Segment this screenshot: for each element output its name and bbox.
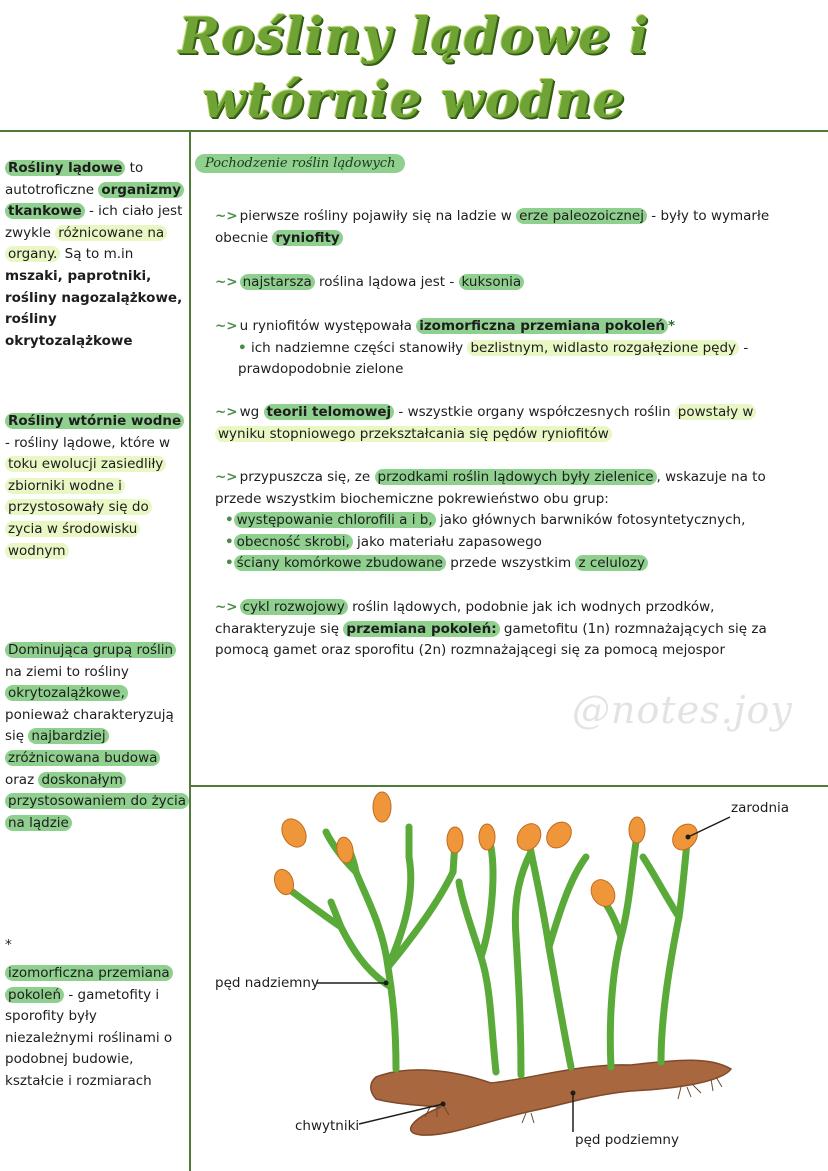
sporangium [629, 817, 645, 843]
arrow-icon: ~> [215, 469, 238, 485]
sub-bullet-cell-walls [215, 553, 785, 575]
bullet-dot-icon: • [225, 555, 234, 572]
arrow-icon: ~> [215, 404, 238, 420]
arrow-icon: ~> [215, 318, 238, 334]
arrow-icon: ~> [215, 208, 238, 224]
bullet-4 [215, 402, 785, 445]
plant-groups: mszaki, paprotniki, rośliny nagozalążkowe, rośliny okrytozalążkowe [5, 267, 183, 349]
text: - rośliny lądowe, które w [5, 434, 171, 451]
text: - gametofity i sporofity były niezależnymi roślinami o podobnej budowie, kształcie i rozmiarach [5, 986, 173, 1089]
text: przede wszystkim [445, 555, 576, 572]
sub-bullet-chlorophyll [215, 510, 785, 532]
sporangium [447, 827, 463, 853]
sidebar-definition-land-plants [5, 158, 187, 352]
rhizome [371, 1060, 731, 1135]
term-cell-walls: ściany komórkowe zbudowane [234, 555, 446, 571]
sporangium [512, 819, 545, 854]
footnote-star: * [668, 318, 676, 334]
text: na ziemi to rośliny [5, 663, 129, 680]
text: oraz [5, 771, 39, 788]
bullet-5 [215, 467, 785, 575]
text: wg [239, 404, 264, 420]
term-evolution: toku ewolucji zasiedliły zbiorniki wodne i przystosowały się do zycia w środowisku wodnym [5, 456, 166, 558]
term-life-cycle: cykl rozwojowy [240, 599, 348, 615]
term-isomorphic-alternation: izomorficzna przemiana pokoleń [416, 318, 668, 334]
term-isomorphic: izomorficzna przemiana pokoleń [5, 965, 173, 1003]
text: pierwsze rośliny pojawiły się na ladzie w [239, 208, 517, 224]
sporangium [542, 817, 577, 853]
term-differentiated: najbardziej zróżnicowana budowa [5, 728, 160, 766]
sidebar-definition-secondary-aquatic [5, 411, 187, 562]
divider-top [0, 130, 828, 132]
term-paleozoic: erze paleozoicznej [516, 208, 647, 224]
text: jako głównych barwników fotosyntetycznych, [435, 512, 746, 529]
term-organs: różnicowane na organy. [5, 225, 167, 263]
arrow-icon: ~> [215, 599, 238, 615]
text: ponieważ charakteryzują się [5, 706, 174, 745]
bullet-6 [215, 597, 785, 662]
text: - prawdopodobnie zielone [238, 339, 749, 378]
label-aerial-shoot: pęd nadziemny [215, 975, 319, 991]
term-secondary-aquatic: Rośliny wtórnie wodne [5, 413, 184, 429]
term-adaptation: doskonałym przystosowaniem do życia na lądzie [5, 772, 189, 831]
term-transformation: powstały w wyniku stopniowego przekształcania się pędów ryniofitów [215, 404, 756, 442]
aerial-stems [286, 827, 687, 1075]
term-land-plants: Rośliny lądowe [5, 160, 125, 176]
text: to autotroficzne [5, 160, 144, 198]
term-alternation: przemiana pokoleń: [343, 621, 499, 637]
sporangium [586, 875, 619, 910]
label-rhizome: pęd podziemny [575, 1132, 679, 1148]
term-chlorophyll: występowanie chlorofili a i b, [234, 512, 436, 528]
term-leafless: bezlistnym, widlasto rozgałęzione pędy [467, 340, 739, 356]
bullet-2 [215, 272, 785, 294]
term-green-algae: przodkami roślin lądowych były zielenice [375, 469, 657, 485]
sporangium [668, 819, 703, 855]
bullet-dot-icon: • [238, 339, 247, 356]
text: - wszystkie organy współczesnych roślin [394, 404, 675, 420]
bullet-1 [215, 206, 785, 249]
label-rhizoids: chwytniki [295, 1118, 360, 1134]
text: przypuszcza się, ze [239, 469, 375, 485]
term-tissue-organisms: organizmy tkankowe [5, 182, 184, 220]
term-cellulose: z celulozy [575, 555, 648, 571]
term-rhyniophytes: ryniofity [272, 230, 342, 246]
sidebar-footnote-star: * [5, 937, 12, 953]
label-sporangium: zarodnia [731, 800, 790, 816]
title-line-1: Rośliny lądowe i [178, 6, 650, 65]
term-angiosperms: okrytozalążkowe, [5, 685, 128, 701]
text: roślina lądowa jest - [314, 274, 459, 290]
text: u ryniofitów występowała [239, 318, 417, 334]
term-cooksonia: kuksonia [459, 274, 525, 290]
bullet-dot-icon: • [225, 512, 234, 529]
sidebar-footnote [5, 963, 187, 1093]
text: ich nadziemne części stanowiły [250, 339, 468, 356]
sporangium [373, 792, 391, 822]
text: roślin lądowych, podobnie jak ich wodnych przodków, charakteryzuje się [215, 599, 715, 637]
text: Są to m.in [60, 246, 134, 263]
bullet-3 [215, 316, 785, 381]
term-dominant-group: Dominująca grupą roślin [5, 642, 176, 658]
sub-bullet [215, 338, 785, 381]
sporangium [479, 824, 495, 850]
watermark: @notes.joy [572, 688, 793, 732]
term-starch: obecność skrobi, [234, 534, 353, 550]
text: , wskazuje na to przede wszystkim biochemiczne pokrewieństwo obu grup: [215, 469, 766, 507]
text: jako materiału zapasowego [352, 533, 542, 550]
sporangium [277, 815, 311, 852]
sidebar-definition-dominant-group [5, 640, 187, 834]
title-line-2: wtórnie wodne [202, 70, 626, 129]
term-oldest: najstarsza [240, 274, 315, 290]
arrow-icon: ~> [215, 274, 238, 290]
section-heading: Pochodzenie roślin lądowych [195, 154, 405, 173]
text: - ich ciało jest zwykle [5, 203, 183, 241]
text: gametofitu (1n) rozmnażających się za pomocą gamet oraz sporofitu (2n) rozmnażającegi się za pomocą mejospor [215, 620, 767, 659]
sub-bullet-starch [215, 532, 785, 554]
text: - były to wymarłe obecnie [215, 208, 770, 246]
bullet-dot-icon: • [225, 533, 234, 550]
term-telome-theory: teorii telomowej [264, 404, 395, 420]
